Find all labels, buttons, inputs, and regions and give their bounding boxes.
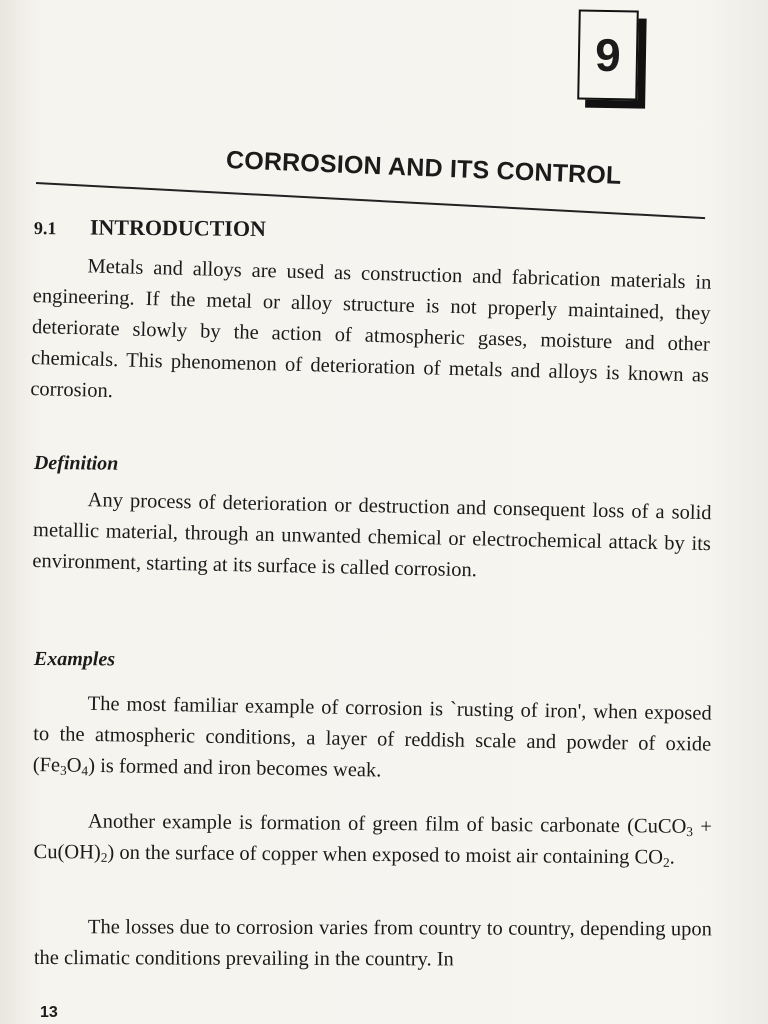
- example-2-text-b: + Cu(OH): [33, 815, 712, 864]
- example-1-sub-b: 4: [81, 763, 89, 779]
- losses-paragraph: The losses due to corrosion varies from country to country, depending upon the climatic conditions prevailing in the country. In: [33, 916, 712, 971]
- chapter-title: CORROSION AND ITS CONTROL: [225, 146, 623, 190]
- example-2-text-d: .: [669, 846, 675, 869]
- chapter-number: 9: [594, 28, 622, 82]
- section-number: 9.1: [33, 217, 57, 239]
- example-1-paragraph: [33, 688, 712, 792]
- section-title: INTRODUCTION: [89, 214, 267, 242]
- section-heading: [34, 214, 712, 246]
- example-2-paragraph: [33, 806, 712, 874]
- example-2-text-c: ) on the surface of copper when exposed to moist air containing CO: [107, 841, 664, 869]
- example-2-sub-c: 2: [662, 854, 670, 870]
- example-2-sub-b: 2: [100, 849, 108, 865]
- example-1-text-b: O: [66, 754, 82, 777]
- example-2-sub-a: 3: [686, 824, 694, 840]
- chapter-number-box: [577, 9, 639, 100]
- intro-paragraph: Metals and alloys are used as construction and fabrication materials in engineering. If the metal or alloy structure is not properly maintained, they deteriorate slowly by the action of atmospheric gases, moisture and other chemicals. This phenomenon of deterioration of metals and alloys is known as corrosion.: [30, 255, 712, 403]
- definition-heading: Definition: [33, 452, 119, 475]
- example-2-text-a: Another example is formation of green film of basic carbonate (CuCO: [87, 810, 687, 838]
- example-1-text-c: ) is formed and iron becomes weak.: [88, 754, 382, 782]
- page-number: 13: [40, 1004, 58, 1021]
- definition-paragraph: Any process of deterioration or destruction and consequent loss of a solid metallic material, through an unwanted chemical or electrochemical attack by its environment, starting at its surface is called corrosion.: [32, 489, 712, 582]
- example-1-sub-a: 3: [59, 762, 67, 778]
- examples-heading: Examples: [33, 648, 116, 671]
- example-1-text-a: The most familiar example of corrosion is `rusting of iron', when exposed to the atmospheric conditions, a layer of reddish scale and powder of oxide (Fe: [32, 692, 712, 777]
